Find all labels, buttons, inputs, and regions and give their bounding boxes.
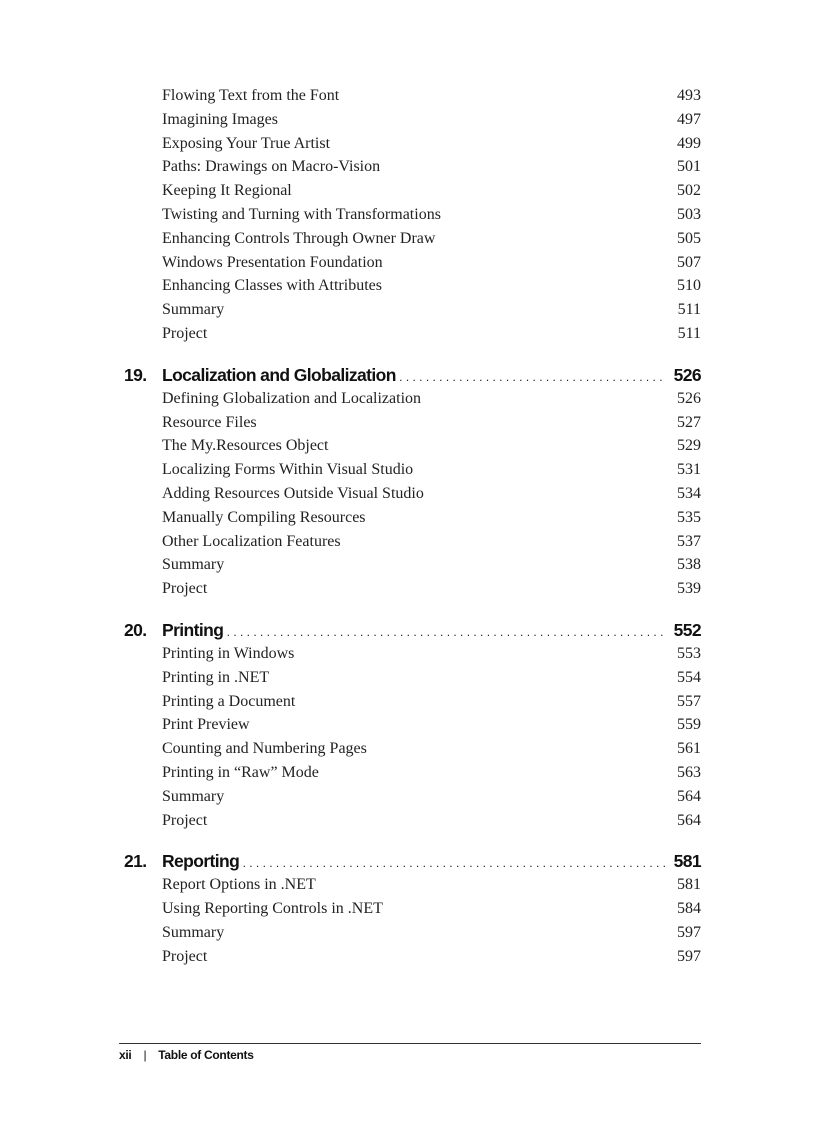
page-footer: [119, 1048, 254, 1062]
chapter-page: 581: [670, 849, 701, 873]
toc-entry-page: 529: [677, 437, 701, 455]
toc-entry-title: Flowing Text from the Font: [162, 87, 340, 104]
toc-entry-page: 531: [677, 461, 701, 479]
toc-entry[interactable]: [119, 690, 701, 714]
toc-entry[interactable]: [119, 482, 701, 506]
toc-entry-title: Printing in “Raw” Mode: [162, 763, 319, 781]
toc-entry[interactable]: [119, 642, 701, 666]
table-of-contents: [119, 84, 701, 969]
toc-entry-page: 563: [677, 763, 701, 781]
toc-entry[interactable]: [119, 251, 701, 275]
toc-entry-page: 493: [677, 87, 701, 104]
toc-entry-title: Summary: [162, 301, 225, 319]
toc-entry-title: Summary: [162, 787, 225, 805]
toc-entry-page: 538: [677, 556, 701, 574]
toc-entry[interactable]: [119, 921, 701, 945]
toc-entry-title: Windows Presentation Foundation: [162, 253, 383, 271]
toc-entry-page: 497: [677, 110, 701, 128]
toc-entry-page: 511: [677, 324, 701, 342]
footer-page-number: xii: [119, 1048, 132, 1062]
toc-entry[interactable]: [119, 785, 701, 809]
toc-entry-page: 554: [677, 668, 701, 686]
toc-entry[interactable]: [119, 411, 701, 435]
toc-entry-title: Using Reporting Controls in .NET: [162, 900, 383, 918]
toc-entry-page: 527: [677, 413, 701, 431]
toc-entry[interactable]: [119, 761, 701, 785]
toc-entry-page: 597: [677, 947, 701, 965]
toc-entry[interactable]: [119, 458, 701, 482]
toc-entry[interactable]: [119, 132, 701, 156]
toc-entry-page: 564: [677, 811, 701, 829]
toc-entry-title: Printing in Windows: [162, 644, 295, 662]
footer-label: Table of Contents: [158, 1048, 254, 1062]
toc-entry[interactable]: [119, 108, 701, 132]
toc-entry[interactable]: [119, 506, 701, 530]
toc-entry[interactable]: [119, 179, 701, 203]
toc-entry-page: 503: [677, 205, 701, 223]
toc-entry-page: 581: [677, 876, 701, 894]
toc-entry-title: Resource Files: [162, 413, 257, 431]
toc-entry[interactable]: [119, 945, 701, 969]
toc-entry-page: 499: [677, 134, 701, 152]
toc-entry-page: 501: [677, 158, 701, 176]
toc-entry-page: 526: [677, 389, 701, 407]
toc-entry-title: Enhancing Classes with Attributes: [162, 277, 382, 295]
toc-entry-title: Defining Globalization and Localization: [162, 389, 422, 407]
toc-entry-page: 511: [677, 301, 701, 319]
toc-entry[interactable]: [119, 322, 701, 346]
toc-entry-title: Counting and Numbering Pages: [162, 740, 367, 758]
toc-entry-title: Twisting and Turning with Transformations: [162, 205, 441, 223]
toc-entry-title: Print Preview: [162, 716, 250, 734]
toc-entry-page: 535: [677, 508, 701, 526]
chapter-heading[interactable]: [119, 618, 701, 642]
chapter-number: 19.: [124, 364, 147, 385]
toc-entry-page: 597: [677, 923, 701, 941]
toc-entry-title: Printing in .NET: [162, 668, 270, 686]
toc-entry-page: 564: [677, 787, 701, 805]
toc-entry-title: Report Options in .NET: [162, 876, 316, 894]
toc-entry-title: Exposing Your True Artist: [162, 134, 331, 152]
toc-entry[interactable]: [119, 434, 701, 458]
toc-entry[interactable]: [119, 84, 701, 108]
toc-entry-title: Adding Resources Outside Visual Studio: [162, 484, 424, 502]
toc-entry-title: Imagining Images: [162, 110, 278, 128]
toc-entry-title: Summary: [162, 556, 225, 574]
chapter-title: Printing . . .: [162, 618, 667, 644]
toc-entry-title: Project: [162, 947, 208, 965]
toc-entry-title: Enhancing Controls Through Owner Draw: [162, 229, 436, 247]
toc-entry[interactable]: [119, 227, 701, 251]
toc-entry-page: 534: [677, 484, 701, 502]
toc-entry[interactable]: [119, 577, 701, 601]
toc-entry-page: 584: [677, 900, 701, 918]
chapter-heading[interactable]: [119, 849, 701, 873]
toc-entry-title: Localizing Forms Within Visual Studio: [162, 461, 414, 479]
chapter-heading[interactable]: [119, 363, 701, 387]
toc-entry[interactable]: [119, 203, 701, 227]
toc-entry[interactable]: [119, 713, 701, 737]
toc-entry-page: 539: [677, 580, 701, 598]
toc-entry-page: 561: [677, 740, 701, 758]
toc-entry[interactable]: [119, 155, 701, 179]
toc-entry-page: 502: [677, 182, 701, 200]
chapter-title: Reporting . . .: [162, 849, 667, 875]
toc-entry-title: Keeping It Regional: [162, 182, 292, 200]
chapter-page: 552: [670, 618, 701, 642]
toc-entry[interactable]: [119, 897, 701, 921]
toc-entry-title: Project: [162, 324, 208, 342]
toc-entry[interactable]: [119, 387, 701, 411]
toc-entry-title: The My.Resources Object: [162, 437, 329, 455]
toc-entry[interactable]: [119, 809, 701, 833]
toc-entry[interactable]: [119, 553, 701, 577]
chapter-title: Localization and Globalization . . .: [162, 363, 667, 389]
chapter-page: 526: [670, 363, 701, 387]
toc-entry-title: Project: [162, 811, 208, 829]
chapter-number: 20.: [124, 619, 147, 640]
toc-entry-page: 553: [677, 644, 701, 662]
footer-separator: |: [143, 1048, 147, 1062]
toc-entry-page: 537: [677, 532, 701, 550]
toc-entry-title: Manually Compiling Resources: [162, 508, 366, 526]
toc-entry-title: Paths: Drawings on Macro-Vision: [162, 158, 381, 176]
toc-entry[interactable]: [119, 274, 701, 298]
toc-entry[interactable]: [119, 873, 701, 897]
toc-entry[interactable]: [119, 298, 701, 322]
toc-entry[interactable]: [119, 666, 701, 690]
toc-entry[interactable]: [119, 530, 701, 554]
toc-entry-page: 559: [677, 716, 701, 734]
toc-entry-title: Other Localization Features: [162, 532, 341, 550]
chapter-number: 21.: [124, 851, 147, 872]
toc-entry-title: Summary: [162, 923, 225, 941]
footer-rule: [119, 1043, 701, 1044]
toc-entry[interactable]: [119, 737, 701, 761]
toc-entry-page: 505: [677, 229, 701, 247]
toc-entry-title: Project: [162, 580, 208, 598]
toc-entry-page: 507: [677, 253, 701, 271]
toc-entry-page: 510: [677, 277, 701, 295]
toc-entry-page: 557: [677, 692, 701, 710]
toc-entry-title: Printing a Document: [162, 692, 296, 710]
